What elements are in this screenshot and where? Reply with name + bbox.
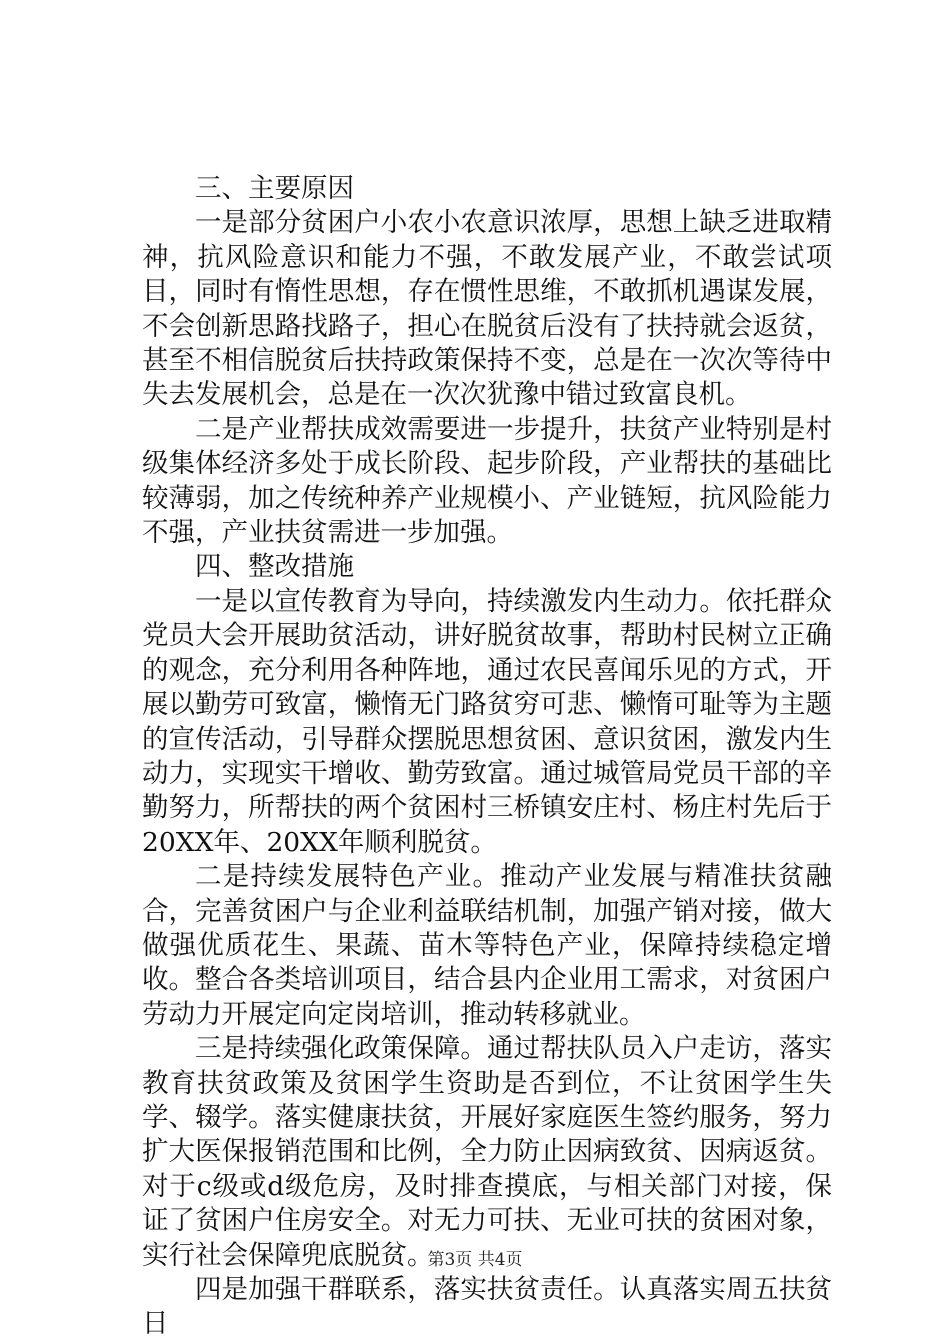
paragraph-reason-2: 二是产业帮扶成效需要进一步提升，扶贫产业特别是村级集体经济多处于成长阶段、起步阶段，产业帮扶的基础比较薄弱，加之传统种养产业规模小、产业链短，抗风险能力不强，产业扶贫需进一步加强。 [142,413,832,549]
section-heading-main-reasons: 三、主要原因 [195,173,354,204]
paragraph-measure-3: 三是持续强化政策保障。通过帮扶队员入户走访，落实教育扶贫政策及贫困学生资助是否到位，不让贫困学生失学、辍学。落实健康扶贫，开展好家庭医生签约服务，努力扩大医保报销范围和比例，全力防止因病致贫、因病返贫。对于c级或d级危房，及时排查摸底，与相关部门对接，保证了贫困户住房安全。对无力可扶、无业可扶的贫困对象，实行社会保障兜底脱贫。 [142,1033,832,1271]
page-number-footer: 第3页 共4页 [427,1250,523,1270]
paragraph-reason-1: 一是部分贫困户小农小农意识浓厚，思想上缺乏进取精神，抗风险意识和能力不强，不敢发展产业，不敢尝试项目，同时有惰性思想，存在惯性思维，不敢抓机遇谋发展，不会创新思路找路子，担心在脱贫后没有了扶持就会返贫，甚至不相信脱贫后扶持政策保持不变，总是在一次次等待中失去发展机会，总是在一次次犹豫中错过致富良机。 [142,207,832,411]
document-body [142,172,832,1342]
section-heading-rectification-measures: 四、整改措施 [195,551,354,583]
paragraph-measure-4: 四是加强干群联系，落实扶贫责任。认真落实周五扶贫日 [142,1274,832,1340]
paragraph-measure-1: 一是以宣传教育为导向，持续激发内生动力。依托群众党员大会开展助贫活动，讲好脱贫故事，帮助村民树立正确的观念，充分利用各种阵地，通过农民喜闻乐见的方式，开展以勤劳可致富，懒惰无门路贫穷可悲、懒惰可耻等为主题的宣传活动，引导群众摆脱思想贫困、意识贫困，激发内生动力，实现实干增收、勤劳致富。通过城管局党员干部的辛勤努力，所帮扶的两个贫困村三桥镇安庄村、杨庄村先后于20XX年、20XX年顺利脱贫。 [142,585,832,858]
paragraph-measure-2: 二是持续发展特色产业。推动产业发展与精准扶贫融合，完善贫困户与企业利益联结机制，加强产销对接，做大做强优质花生、果蔬、苗木等特色产业，保障持续稳定增收。整合各类培训项目，结合县内企业用工需求，对贫困户劳动力开展定向定岗培训，推动转移就业。 [142,861,832,1030]
